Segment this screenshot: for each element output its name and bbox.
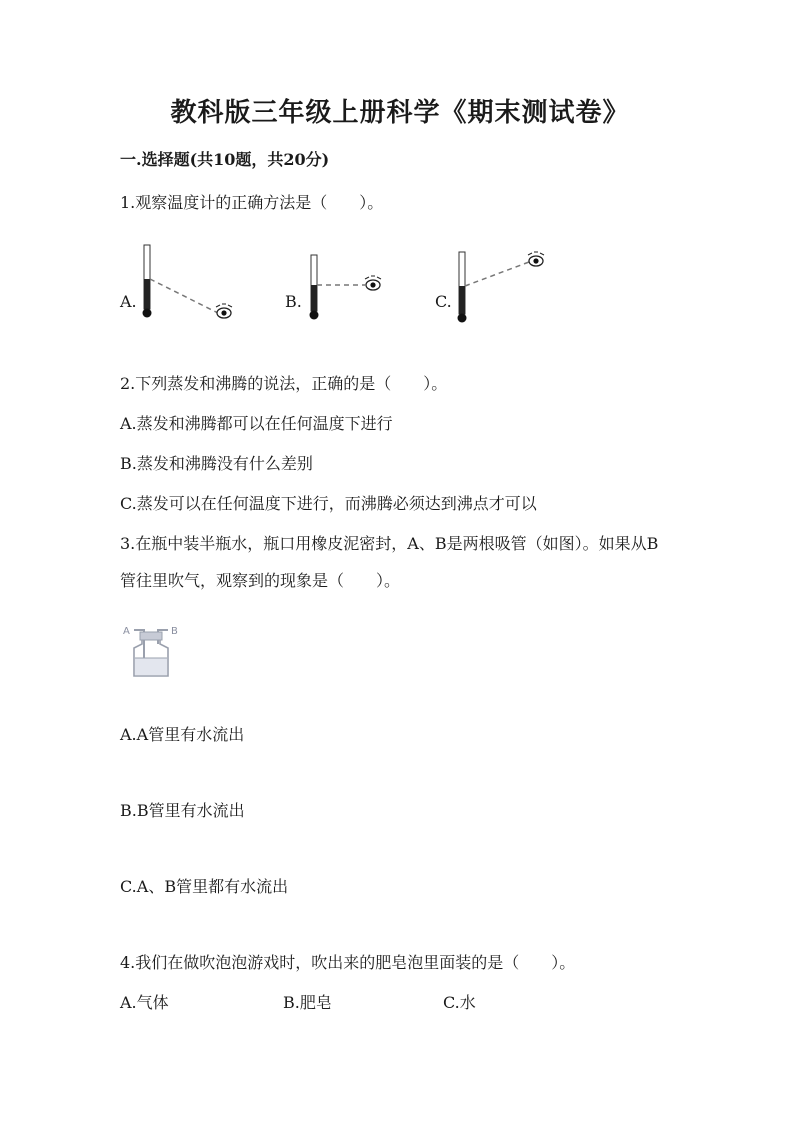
- sight-line: [150, 279, 218, 313]
- sight-line: [465, 262, 529, 286]
- question-3-stem-line-2: 管往里吹气，观察到的现象是（ ）。: [120, 571, 401, 590]
- eye-icon: [216, 304, 232, 318]
- q1-option-c-label: C.: [435, 292, 452, 311]
- q3-option-a: A.A管里有水流出: [120, 725, 245, 744]
- question-1-stem: 1.观察温度计的正确方法是（ ）。: [120, 193, 384, 212]
- eye-icon: [528, 252, 544, 266]
- thermometer-mercury: [311, 285, 317, 311]
- question-3-stem-line-1: 3.在瓶中装半瓶水，瓶口用橡皮泥密封，A、B是两根吸管（如图）。如果从B: [120, 534, 659, 553]
- straw-label-a: A: [123, 626, 130, 637]
- q3-option-b: B.B管里有水流出: [120, 801, 245, 820]
- q2-option-c: C.蒸发可以在任何温度下进行，而沸腾必须达到沸点才可以: [120, 494, 537, 513]
- question-2-stem: 2.下列蒸发和沸腾的说法，正确的是（ ）。: [120, 374, 448, 393]
- thermometer-figure-c: [445, 252, 555, 327]
- thermometer-figure-b: [297, 255, 407, 325]
- q1-option-b-label: B.: [285, 292, 302, 311]
- thermometer-bulb: [143, 309, 152, 318]
- q4-option-b: B.肥皂: [283, 993, 332, 1012]
- straw-label-b: B: [171, 626, 178, 637]
- thermometer-mercury: [144, 279, 150, 309]
- q2-option-a: A.蒸发和沸腾都可以在任何温度下进行: [120, 414, 393, 433]
- thermometer-figure-a: [130, 245, 240, 325]
- page-title: 教科版三年级上册科学《期末测试卷》: [170, 98, 630, 128]
- q2-option-b: B.蒸发和沸腾没有什么差别: [120, 454, 313, 473]
- q3-option-c: C.A、B管里都有水流出: [120, 877, 289, 896]
- q1-option-a-label: A.: [120, 292, 137, 311]
- bottle-straw-figure: [120, 618, 190, 684]
- eye-icon: [365, 276, 381, 290]
- thermometer-bulb: [458, 314, 467, 323]
- bottle-water: [135, 658, 167, 675]
- thermometer-bulb: [310, 311, 319, 320]
- clay-seal: [140, 632, 162, 640]
- thermometer-mercury: [459, 286, 465, 314]
- q4-option-a: A.气体: [120, 993, 169, 1012]
- question-4-stem: 4.我们在做吹泡泡游戏时，吹出来的肥皂泡里面装的是（ ）。: [120, 953, 576, 972]
- section-heading: 一.选择题(共10题，共20分): [120, 150, 330, 169]
- q4-option-c: C.水: [443, 993, 476, 1012]
